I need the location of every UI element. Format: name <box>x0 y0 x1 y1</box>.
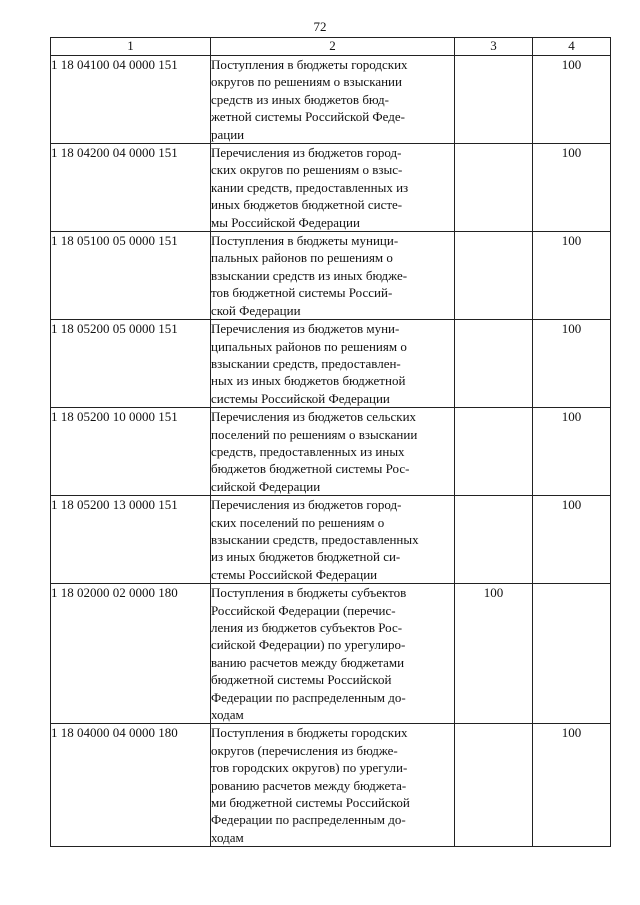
description-line: Перечисления из бюджетов муни- <box>211 321 400 337</box>
table-body <box>51 56 611 847</box>
description-line: из иных бюджетов бюджетной си- <box>211 549 401 565</box>
description-line: Федерации по распределенным до- <box>211 689 406 705</box>
revenue-description <box>211 724 455 847</box>
page-number: 72 <box>313 19 327 34</box>
description-line: ских округов по решениям о взыс- <box>211 162 403 178</box>
description-line: рованию расчетов между бюджета- <box>211 777 407 793</box>
description-line: сийской Федерации <box>211 478 321 494</box>
description-line: Перечисления из бюджетов сельских <box>211 409 417 425</box>
description-line: взыскании средств из иных бюдже- <box>211 267 408 283</box>
description-line: тов бюджетной системы Россий- <box>211 285 393 301</box>
table-header-row <box>51 38 611 56</box>
column-3-value <box>455 56 533 144</box>
description-line: бюджетной системы Российской <box>211 672 392 688</box>
description-line: взыскании средств, предоставленных <box>211 531 419 547</box>
description-line: стемы Российской Федерации <box>211 566 378 582</box>
budget-code: 1 18 05200 13 0000 151 <box>51 496 211 584</box>
revenue-description <box>211 144 455 232</box>
column-3-value <box>455 232 533 320</box>
budget-code: 1 18 05200 10 0000 151 <box>51 408 211 496</box>
budget-code: 1 18 05100 05 0000 151 <box>51 232 211 320</box>
column-4-value: 100 <box>533 408 611 496</box>
description-line: Федерации по распределенным до- <box>211 812 406 828</box>
budget-code: 1 18 05200 05 0000 151 <box>51 320 211 408</box>
column-3-value <box>455 724 533 847</box>
budget-classification-table <box>50 37 611 847</box>
column-4-value: 100 <box>533 320 611 408</box>
description-line: ходам <box>211 829 244 845</box>
description-line: средств из иных бюджетов бюд- <box>211 91 389 107</box>
description-line: Перечисления из бюджетов город- <box>211 497 402 513</box>
revenue-description <box>211 496 455 584</box>
table-row <box>51 724 611 847</box>
description-line: ских поселений по решениям о <box>211 514 385 530</box>
column-4-value: 100 <box>533 496 611 584</box>
revenue-description <box>211 408 455 496</box>
description-line: ления из бюджетов субъектов Рос- <box>211 620 403 635</box>
table-row <box>51 232 611 320</box>
column-header: 2 <box>211 38 455 56</box>
description-line: Поступления в бюджеты городских <box>211 725 408 741</box>
budget-code: 1 18 02000 02 0000 180 <box>51 584 211 724</box>
description-line: ской Федерации <box>211 302 301 318</box>
budget-code: 1 18 04200 04 0000 151 <box>51 144 211 232</box>
description-line: взыскании средств, предоставлен- <box>211 355 401 371</box>
column-4-value: 100 <box>533 144 611 232</box>
description-line: жетной системы Российской Феде- <box>211 109 405 125</box>
table-row <box>51 496 611 584</box>
column-3-value <box>455 408 533 496</box>
description-line: Перечисления из бюджетов город- <box>211 145 402 161</box>
revenue-description <box>211 320 455 408</box>
revenue-description <box>211 232 455 320</box>
table-row <box>51 408 611 496</box>
description-line: Поступления в бюджеты городских <box>211 57 408 72</box>
table-row <box>51 56 611 144</box>
description-line: поселений по решениям о взыскании <box>211 426 418 442</box>
description-line: мы Российской Федерации <box>211 214 360 230</box>
revenue-description <box>211 56 455 144</box>
column-3-value <box>455 144 533 232</box>
description-line: тов городских округов) по урегули- <box>211 760 408 776</box>
description-line: Российской Федерации (перечис- <box>211 602 396 618</box>
table-row <box>51 320 611 408</box>
description-line: иных бюджетов бюджетной систе- <box>211 197 403 213</box>
description-line: ных из иных бюджетов бюджетной <box>211 373 406 389</box>
table-row <box>51 144 611 232</box>
column-header: 1 <box>51 38 211 56</box>
budget-code: 1 18 04100 04 0000 151 <box>51 56 211 144</box>
description-line: Поступления в бюджеты муници- <box>211 233 399 249</box>
description-line: ципальных районов по решениям о <box>211 338 407 354</box>
description-line: пальных районов по решениям о <box>211 250 393 266</box>
budget-code: 1 18 04000 04 0000 180 <box>51 724 211 847</box>
description-line: сийской Федерации) по урегулиро- <box>211 637 406 653</box>
description-line: ванию расчетов между бюджетами <box>211 654 405 670</box>
column-header: 4 <box>533 38 611 56</box>
column-4-value <box>533 584 611 724</box>
description-line: бюджетов бюджетной системы Рос- <box>211 461 410 477</box>
description-line: кании средств, предоставленных из <box>211 179 409 195</box>
column-4-value: 100 <box>533 724 611 847</box>
column-4-value: 100 <box>533 232 611 320</box>
column-3-value: 100 <box>455 584 533 724</box>
column-3-value <box>455 320 533 408</box>
column-4-value: 100 <box>533 56 611 144</box>
table-row <box>51 584 611 724</box>
description-line: системы Российской Федерации <box>211 390 390 406</box>
description-line: ми бюджетной системы Российской <box>211 795 410 811</box>
description-line: ходам <box>211 707 244 723</box>
description-line: округов по решениям о взыскании <box>211 74 402 90</box>
description-line: рации <box>211 126 245 142</box>
description-line: средств, предоставленных из иных <box>211 443 405 459</box>
column-header: 3 <box>455 38 533 56</box>
revenue-description <box>211 584 455 724</box>
description-line: Поступления в бюджеты субъектов <box>211 585 407 601</box>
description-line: округов (перечисления из бюдже- <box>211 742 398 758</box>
column-3-value <box>455 496 533 584</box>
